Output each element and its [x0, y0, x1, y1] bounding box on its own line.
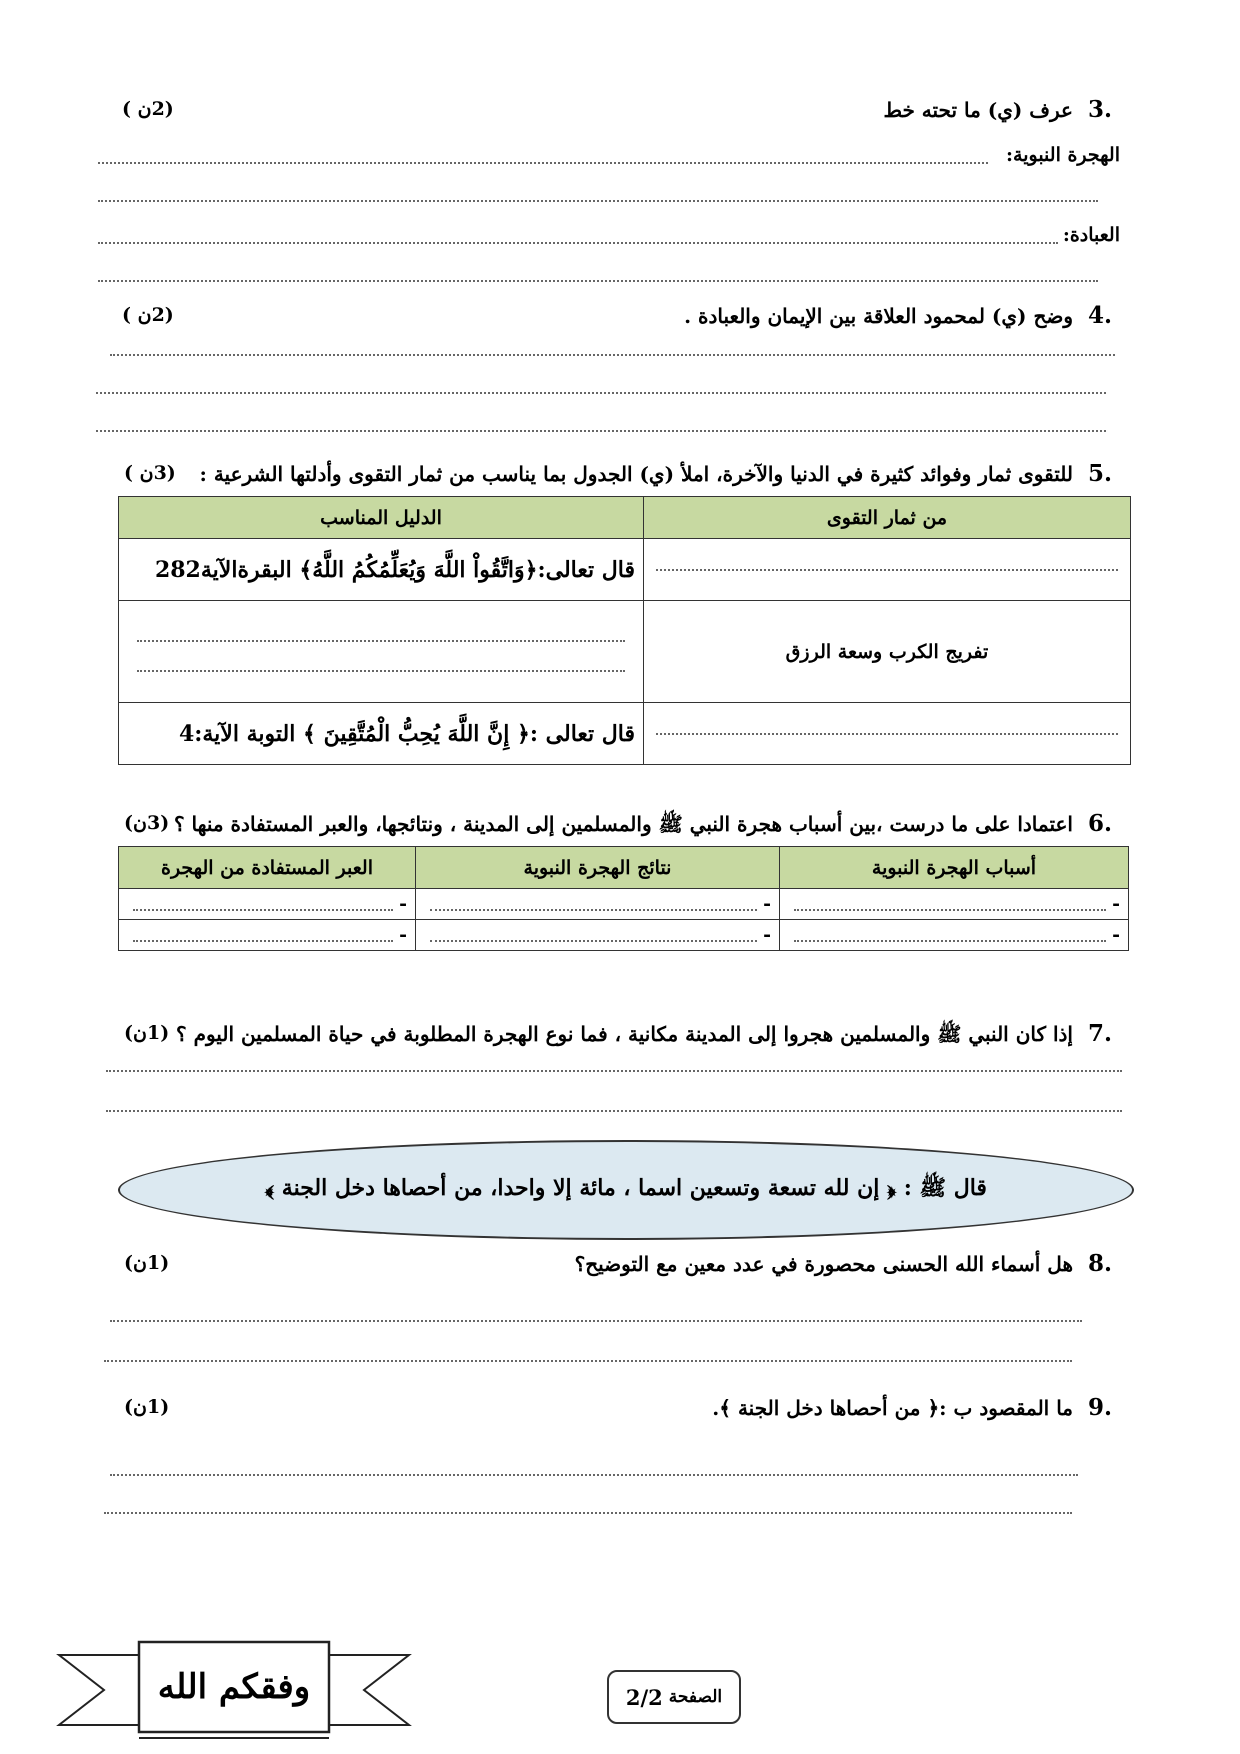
answer-line[interactable] — [137, 640, 625, 642]
answer-line[interactable] — [104, 1360, 1072, 1362]
answer-line[interactable] — [430, 909, 757, 911]
answer-line[interactable] — [96, 392, 1106, 394]
q5-header-fruit: من ثمار التقوى — [644, 497, 1131, 539]
q7-text: إذا كان النبي ﷺ والمسلمين هجروا إلى المدينة مكانية ، فما نوع الهجرة المطلوبة في حياة المسلمين اليوم ؟ — [176, 1022, 1073, 1046]
q6-header-causes: أسباب الهجرة النبوية — [780, 847, 1129, 889]
q5-fruit-cell — [644, 601, 1131, 703]
q6-table — [118, 846, 1129, 951]
answer-line[interactable] — [794, 909, 1106, 911]
answer-line[interactable] — [106, 1110, 1122, 1112]
q5-text: للتقوى ثمار وفوائد كثيرة في الدنيا والآخرة، املأ (ي) الجدول بما يناسب من ثمار التقوى وأدلتها الشرعية : — [199, 462, 1073, 486]
answer-line[interactable] — [110, 354, 1115, 356]
q5-table — [118, 496, 1131, 765]
q9-number: .9 — [1087, 1394, 1112, 1421]
dash: - — [1112, 893, 1120, 915]
answer-line[interactable] — [96, 430, 1106, 432]
q6-marks: (3ن) — [124, 812, 170, 834]
q7-number: .7 — [1087, 1020, 1112, 1047]
banner-text: وفقكم الله — [157, 1667, 311, 1707]
answer-line[interactable] — [137, 670, 625, 672]
dash: - — [399, 924, 407, 946]
q5-evidence-3: قال تعالى :﴿ إِنَّ اللَّهَ يُحِبُّ الْمُتَّقِينَ ﴾ التوبة الآية:4 — [178, 720, 635, 747]
q3-marks: (2ن ) — [122, 98, 174, 120]
q4-prompt — [684, 302, 1112, 329]
q6-cell[interactable] — [416, 889, 780, 920]
answer-line[interactable] — [656, 733, 1118, 735]
answer-line[interactable] — [133, 940, 393, 942]
q5-evidence-1: قال تعالى:﴿وَاتَّقُواْ اللَّهَ وَيُعَلِّمُكُمُ اللَّهُ﴾ البقرةالآية282 — [154, 556, 635, 583]
hadith-banner — [118, 1140, 1134, 1240]
answer-line[interactable] — [98, 242, 1058, 244]
answer-line[interactable] — [133, 909, 393, 911]
q5-fruit-cell[interactable] — [644, 539, 1131, 601]
q6-cell[interactable] — [780, 920, 1129, 951]
q6-cell[interactable] — [119, 889, 416, 920]
q5-evidence-cell — [119, 703, 644, 765]
q9-prompt — [712, 1394, 1112, 1421]
q5-fruit-cell[interactable] — [644, 703, 1131, 765]
q5-prompt — [199, 460, 1112, 487]
q3-term-hijra: الهجرة النبوية: — [1006, 144, 1120, 166]
q4-number: .4 — [1087, 302, 1112, 329]
page-number: 2/2 — [625, 1684, 663, 1710]
q6-header-lessons: العبر المستفادة من الهجرة — [119, 847, 416, 889]
q6-number: .6 — [1087, 810, 1112, 837]
q9-text: ما المقصود ب :﴿ من أحصاها دخل الجنة ﴾. — [712, 1396, 1073, 1420]
page-number-box — [607, 1670, 741, 1724]
q3-term-ibada: العبادة: — [1062, 224, 1120, 246]
answer-line[interactable] — [656, 569, 1118, 571]
q5-fruit-2: تفريج الكرب وسعة الرزق — [785, 640, 989, 663]
answer-line[interactable] — [110, 1474, 1078, 1476]
q7-marks: (1ن) — [124, 1022, 170, 1044]
q9-marks: (1ن) — [124, 1396, 170, 1418]
q4-text: وضح (ي) لمحمود العلاقة بين الإيمان والعبادة . — [684, 304, 1073, 328]
q6-cell[interactable] — [416, 920, 780, 951]
q5-evidence-cell[interactable] — [119, 601, 644, 703]
dash: - — [1112, 924, 1120, 946]
q5-header-evidence: الدليل المناسب — [119, 497, 644, 539]
q7-prompt — [176, 1020, 1112, 1051]
q3-number: .3 — [1087, 96, 1112, 123]
dash: - — [763, 893, 771, 915]
q3-text: عرف (ي) ما تحته خط — [883, 98, 1073, 122]
dash: - — [763, 924, 771, 946]
answer-line[interactable] — [794, 940, 1106, 942]
q6-cell[interactable] — [119, 920, 416, 951]
q8-text: هل أسماء الله الحسنى محصورة في عدد معين مع التوضيح؟ — [574, 1252, 1073, 1276]
q4-marks: (2ن ) — [122, 304, 174, 326]
answer-line[interactable] — [98, 200, 1098, 202]
answer-line[interactable] — [110, 1320, 1082, 1322]
q5-marks: (3ن ) — [124, 462, 176, 484]
q5-number: .5 — [1087, 460, 1112, 487]
q3-prompt — [883, 96, 1112, 123]
q6-cell[interactable] — [780, 889, 1129, 920]
q8-number: .8 — [1087, 1250, 1112, 1277]
page-label: الصفحة — [668, 1687, 723, 1707]
q6-prompt — [174, 810, 1112, 841]
dash: - — [399, 893, 407, 915]
q6-header-results: نتائج الهجرة النبوية — [416, 847, 780, 889]
q5-evidence-cell — [119, 539, 644, 601]
answer-line[interactable] — [430, 940, 757, 942]
q8-marks: (1ن) — [124, 1252, 170, 1274]
answer-line[interactable] — [98, 280, 1098, 282]
answer-line[interactable] — [104, 1512, 1072, 1514]
q6-text: اعتمادا على ما درست ،بين أسباب هجرة النبي ﷺ والمسلمين إلى المدينة ، ونتائجها، والعبر المستفادة منها ؟ — [173, 812, 1073, 836]
answer-line[interactable] — [98, 162, 988, 164]
hadith-text: قال ﷺ : ﴿ إن لله تسعة وتسعين اسما ، مائة إلا واحدا، من أحصاها دخل الجنة ﴾ — [265, 1175, 987, 1201]
answer-line[interactable] — [106, 1070, 1122, 1072]
q8-prompt — [575, 1250, 1112, 1277]
